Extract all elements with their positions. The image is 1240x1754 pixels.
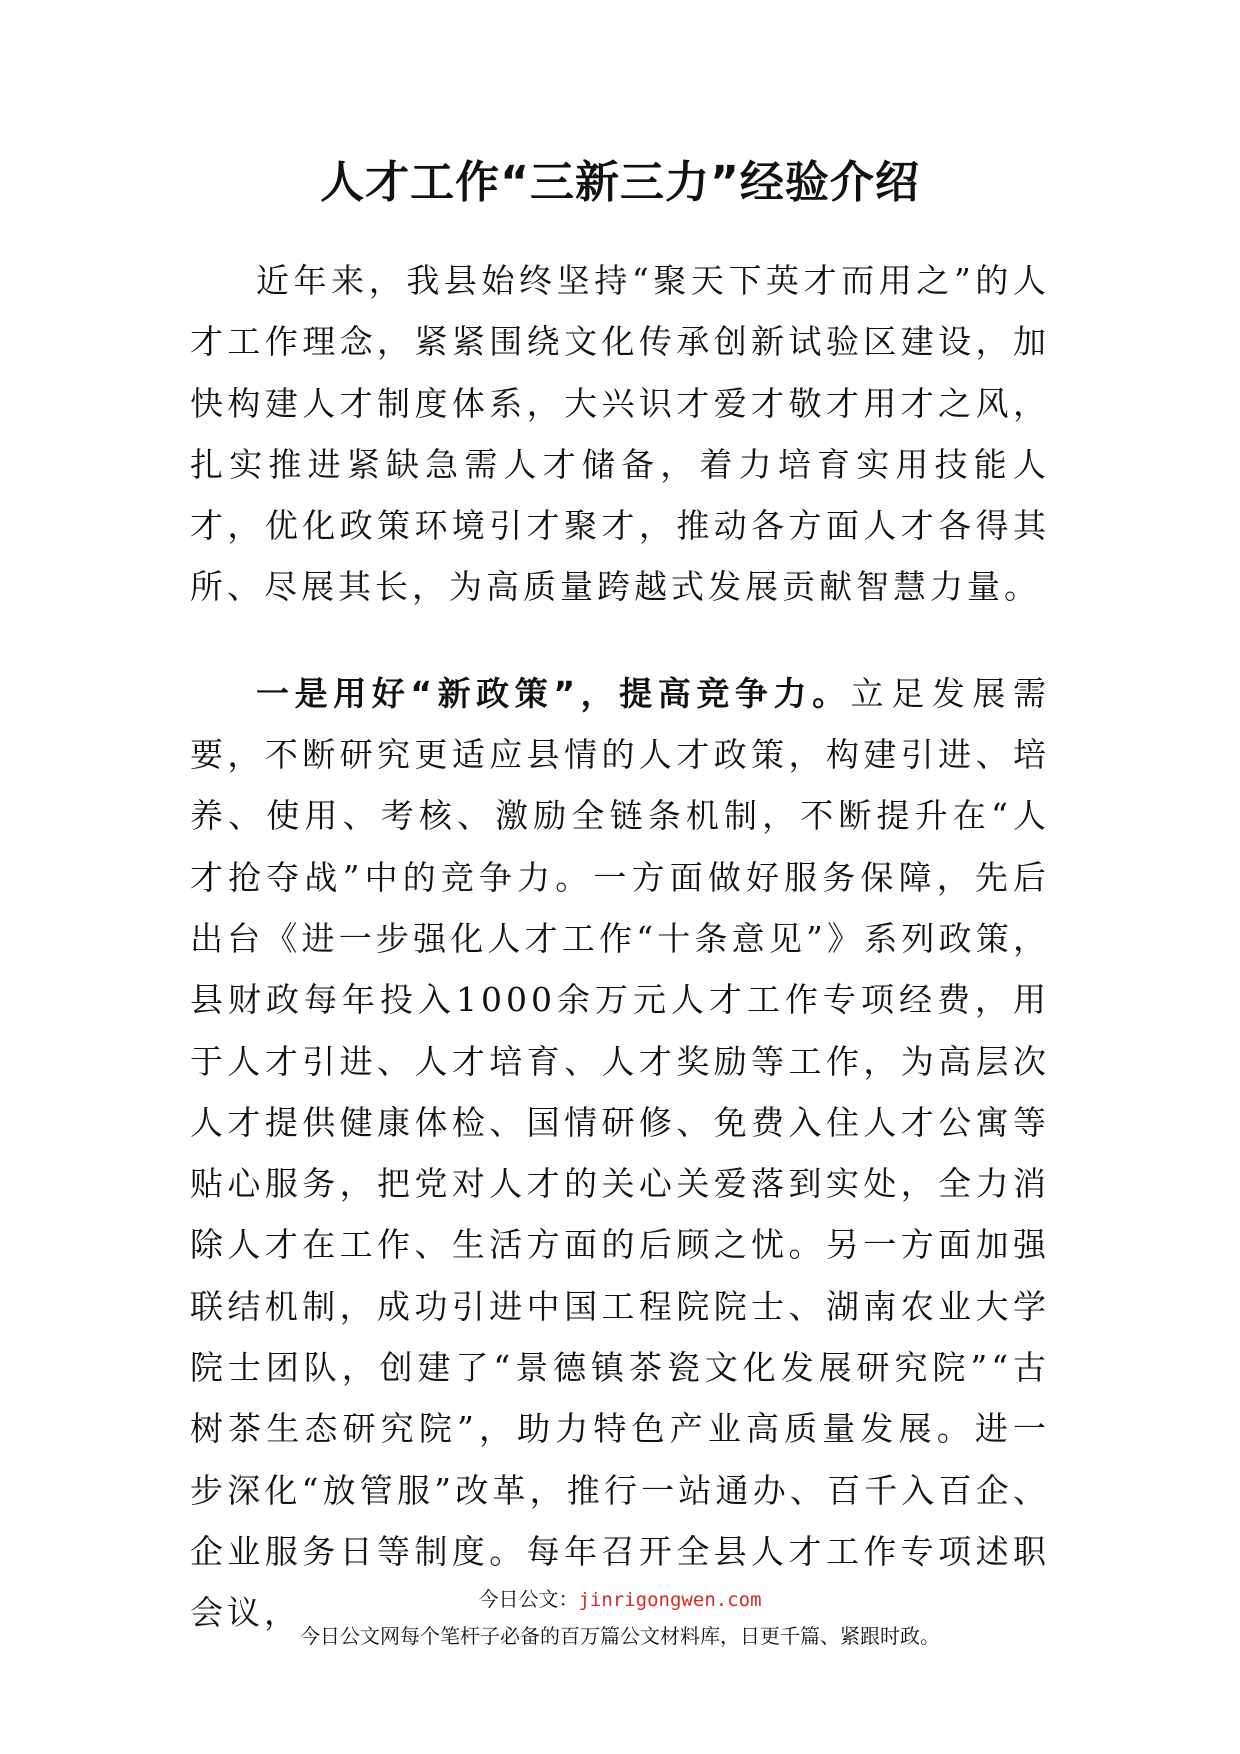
footer-url-link[interactable]: jinrigongwen.com <box>578 1589 762 1611</box>
paragraph-intro: 近年来，我县始终坚持“聚天下英才而用之”的人才工作理念，紧紧围绕文化传承创新试验区建设，加快构建人才制度体系，大兴识才爱才敬才用才之风，扎实推进紧缺急需人才储备，着力培育实用技能人才，优化政策环境引才聚才，推动各方面人才各得其所、尽展其长，为高质量跨越式发展贡献智慧力量。 <box>190 261 1050 607</box>
page-footer <box>0 1582 1240 1653</box>
paragraph-policy-heading: 一是用好“新政策”，提高竞争力。 <box>256 673 851 713</box>
footer-label: 今日公文： <box>478 1587 579 1611</box>
paragraph-policy <box>190 663 1050 1644</box>
footer-source <box>0 1582 1240 1617</box>
document-body <box>190 250 1050 1644</box>
paragraph-policy-text: 立足发展需要，不断研究更适应县情的人才政策，构建引进、培养、使用、考核、激励全链条机制，不断提升在“人才抢夺战”中的竞争力。一方面做好服务保障，先后出台《进一步强化人才工作“十条意见”》系列政策，县财政每年投入1000余万元人才工作专项经费，用于人才引进、人才培育、人才奖励等工作，为高层次人才提供健康体检、国情研修、免费入住人才公寓等贴心服务，把党对人才的关心关爱落到实处，全力消除人才在工作、生活方面的后顾之忧。另一方面加强联结机制，成功引进中国工程院院士、湖南农业大学院士团队，创建了“景德镇茶瓷文化发展研究院”“古树茶生态研究院”，助力特色产业高质量发展。进一步深化“放管服”改革，推行一站通办、百千入百企、企业服务日等制度。每年召开全县人才工作专项述职会议， <box>190 673 1050 1633</box>
footer-slogan: 今日公文网每个笔杆子必备的百万篇公文材料库，日更千篇、紧跟时政。 <box>300 1624 940 1648</box>
document-title: 人才工作“三新三力”经验介绍 <box>320 157 920 208</box>
